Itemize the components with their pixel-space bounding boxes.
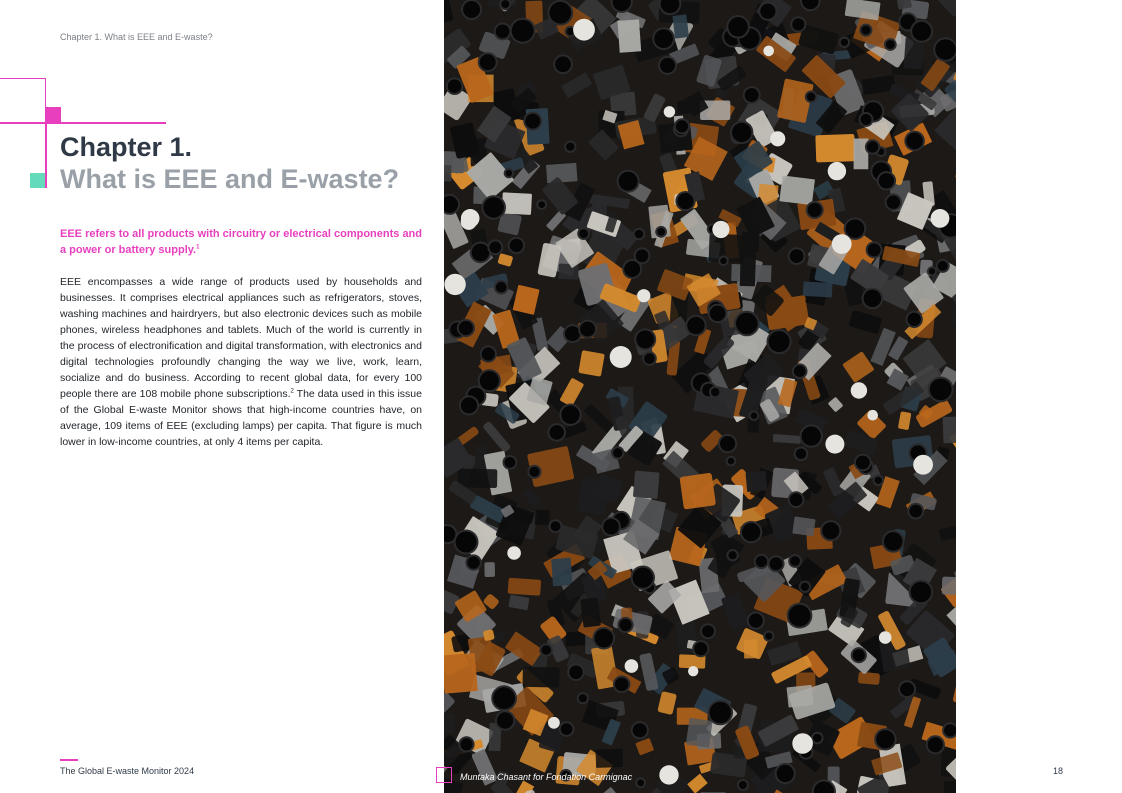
footnote-marker: 1 bbox=[196, 244, 200, 251]
body-paragraph bbox=[60, 274, 422, 450]
photo-credit-icon bbox=[436, 767, 452, 783]
page-number: 18 bbox=[1053, 766, 1064, 776]
e-waste-photo bbox=[444, 0, 956, 793]
body-text-part2: The data used in this issue of the Global E-waste Monitor shows that high-income countries have, on average, 109 items of EEE (excluding lamps) per capita. That figure is much lower in low-income countries, at only 4 items per capita. bbox=[60, 388, 422, 448]
decorative-vertical-line bbox=[45, 124, 47, 188]
chapter-heading: What is EEE and E-waste? bbox=[60, 164, 400, 194]
decorative-frame bbox=[0, 78, 46, 124]
body-text-part1: EEE encompasses a wide range of products used by households and businesses. It comprises electrical appliances such as refrigerators, stoves, washing machines and hairdryers, but also electronic devices such as mobile phones, wireless headphones and tablets. Much of the world is currently in the process of electronification and digital transformation, with electronics and digital technologies profoundly changing the way we live, work, learn, socialize and do business. According to recent global data, for every 100 people there are 108 mobile phone subscriptions. bbox=[60, 276, 422, 400]
footnote-marker: 2 bbox=[290, 388, 294, 395]
footer-accent-dash bbox=[60, 759, 78, 761]
chapter-title bbox=[60, 131, 399, 195]
decorative-line bbox=[0, 122, 166, 124]
e-waste-photo-illustration bbox=[444, 0, 956, 793]
lead-paragraph bbox=[60, 226, 422, 258]
lead-text: EEE refers to all products with circuitry or electrical components and a power or battery supply. bbox=[60, 228, 422, 256]
running-head: Chapter 1. What is EEE and E-waste? bbox=[60, 32, 213, 42]
pink-square-accent bbox=[45, 107, 61, 123]
photo-credit: Muntaka Chasant for Fondation Carmignac bbox=[460, 772, 633, 782]
footer-publication-title: The Global E-waste Monitor 2024 bbox=[60, 766, 195, 776]
teal-square-accent bbox=[30, 173, 45, 188]
chapter-number: Chapter 1. bbox=[60, 132, 193, 162]
